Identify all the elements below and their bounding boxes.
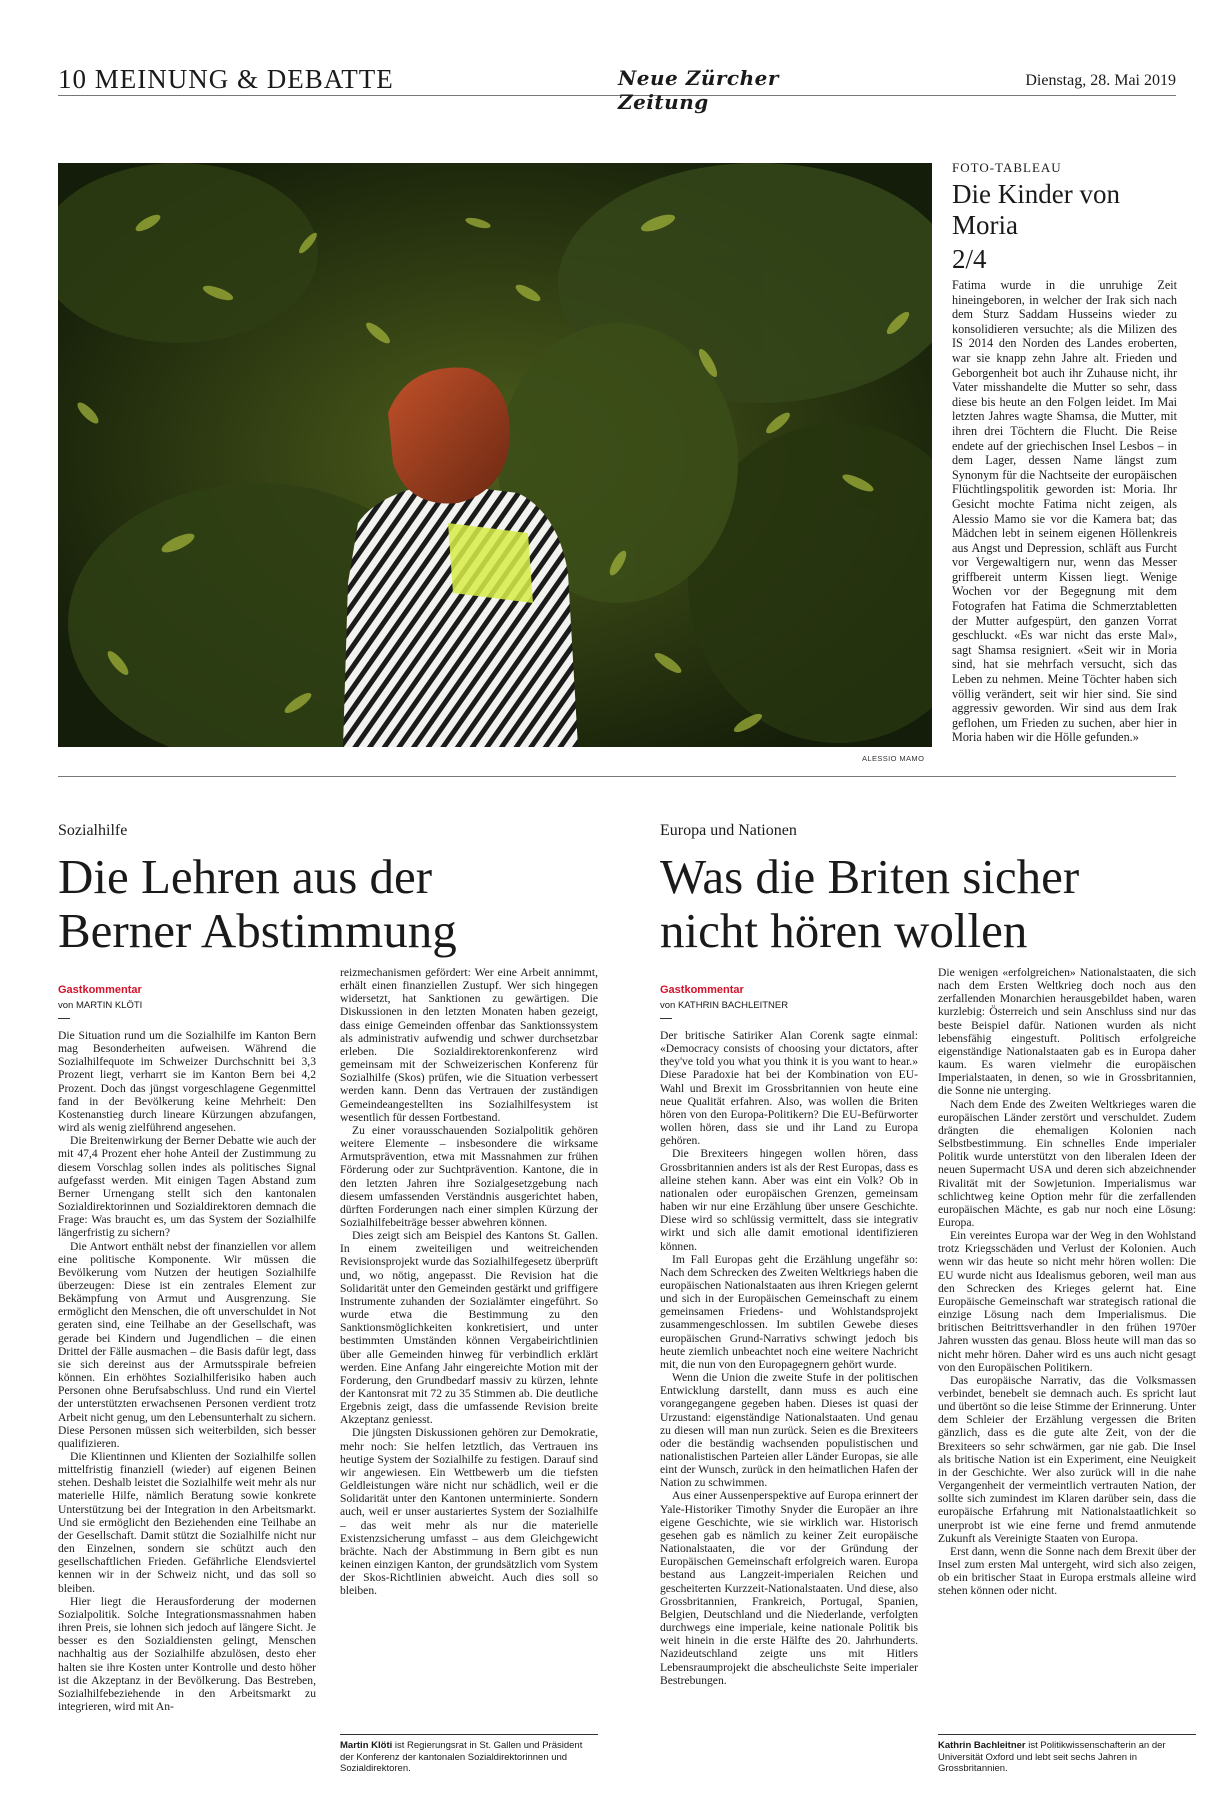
paragraph: Die Situation rund um die Sozialhilfe im Kanton Bern mag Besonderheiten aufweisen. Während die Sozialhilfequote im Schweizer Durchschnitt bei 3,3 Prozent liegt, verharrt sie im Kanton Bern bei 4,2 Prozent. Doch das jüngst vorgeschlagene Gegenmittel fand in der Bevölkerung keine Mehrheit: Den Kostenanstieg durch lineare Kürzungen abzufangen, wird als wenig zielführend angesehen. — [58, 1029, 316, 1135]
paragraph: Die Brexiteers hingegen wollen hören, dass Grossbritannien anders ist als der Rest Europas, dass es alleine stehen kann. Aber was eint ein Volk? Ob in nationalen oder europäischen Grenzen, gemeinsam haben wir nur eine Erzählung über unsere Geschichte. Diese wird so schlüssig vermittelt, dass sie integrativ wirkt und sich alle damit emotional identifizieren können. — [660, 1147, 918, 1253]
gastkommentar-label: Gastkommentar — [58, 984, 142, 996]
paragraph: Die wenigen «erfolgreichen» Nationalstaaten, die sich nach dem Ersten Weltkrieg doch noch aus den zerfallenden Monarchien herausgebildet haben, waren kurzlebig: Österreich und sein Anschluss sind nur das beste Beispiel dafür. Nationen wurden als nicht lebensfähig eingestuft. Politisch erfolgreiche eigenständige Nationalstaaten gab es in Europa daher kaum. Es waren vielmehr die europäischen Imperialstaaten, in denen, so wie in Grossbritannien, die Sonne nie unterging. — [938, 966, 1196, 1098]
paragraph: Nach dem Ende des Zweiten Weltkrieges waren die europäischen Länder zerstört und verschuldet. Zudem drängten die ehemaligen Kolonien nach Selbstbestimmung. Ein schnelles Ende imperialer Politik wurde unterstützt von den liberalen Ideen der neuen Supermacht USA und deren sich abzeichnender Rivalität mit der Sowjetunion. Imperialismus war schlichtweg keine Option mehr für die zerfallenden europäischen Mächte, es gab nur noch eine Lösung: Europa. — [938, 1097, 1196, 1229]
paragraph: Das europäische Narrativ, das die Volksmassen verbindet, benebelt sie demnach auch. Es spricht laut und übertönt so die leise Stimme der Erinnerung. Unter dem Schleier der Erzählung vergessen die Briten gänzlich, dass es die gute alte Zeit, von der die Brexiteers so sehr schwärmen, gar nie gab. Die Insel als britische Nation ist ein Experiment, eine Neuigkeit in der Geschichte. Wer also zurück will in die nahe Vergangenheit der vermeintlich vertrauten Nation, der sollte sich zumindest im Klaren darüber sein, dass die europäische Erfahrung mit Nationalstaatlichkeit so unerprobt ist wie eine ferne und fremd anmutende Zukunft als Vereinigte Staaten von Europa. — [938, 1373, 1196, 1545]
paragraph: Die Breitenwirkung der Berner Debatte wie auch der mit 47,4 Prozent eher hohe Anteil der Zustimmung zu diesem Vorschlag sollen indes als politisches Signal aufgefasst werden. Mit einigen Tagen Abstand zum Berner Urnengang stellt sich den kantonalen Sozialdirektorinnen und Sozialdirektoren demnach die Frage: Was braucht es, um das System der Sozialhilfe längerfristig zu sichern? — [58, 1134, 316, 1240]
article-europa — [660, 822, 1200, 1011]
photo-tableau — [952, 160, 1177, 745]
article-dept: Europa und Nationen — [660, 822, 797, 839]
article-sozialhilfe — [58, 822, 598, 1011]
bio-text: ist Regierungsrat in St. Gallen und Präsident der Konferenz der kantonalen Sozialdirektorinnen und Sozialdirektoren. — [340, 1740, 583, 1774]
article-column — [938, 966, 1196, 1598]
headline-line: Die Lehren aus der — [58, 849, 433, 904]
issue-date: Dienstag, 28. Mai 2019 — [1025, 72, 1176, 89]
paragraph: Hier liegt die Herausforderung der modernen Sozialpolitik. Solche Integrationsmassnahmen haben ihren Preis, sie lohnen sich jedoch auf längere Sicht. Je besser es den Sozialdiensten gelingt, Menschen nachhaltig aus der Sozialhilfe abzulösen, desto eher halten sie ihre Kosten unter Kontrolle und desto höher ist die Akzeptanz in der Bevölkerung. Das Bestreben, Sozialhilfebeziehende in den Arbeitsmarkt zu integrieren, wird mit An- — [58, 1594, 316, 1713]
newspaper-logo: Neue Zürcher Zeitung — [618, 66, 779, 114]
paragraph: Die jüngsten Diskussionen gehören zur Demokratie, mehr noch: Sie helfen letztlich, das Vertrauen ins heutige System der Sozialhilfe zu festigen. Darauf sind wir angewiesen. Ein Wettbewerb um die tiefsten Geldleistungen wäre nicht nur schädlich, weil er die Solidarität unter den Kantonen unterminierte. Sondern auch, weil er unser austariertes System der Sozialhilfe – das weit mehr als nur die materielle Existenzsicherung umfasst – aus dem Gleichgewicht brächte. Nach der Abstimmung in Bern gibt es nun keinen einzigen Kanton, der grundsätzlich vom System der Skos-Richtlinien abweicht. Auch dies soll so bleiben. — [340, 1426, 598, 1598]
byline-dash — [58, 1018, 70, 1019]
section-name: MEINUNG & DEBATTE — [94, 64, 394, 94]
bio-name: Kathrin Bachleitner — [938, 1740, 1026, 1751]
tableau-title: Die Kinder von Moria — [952, 179, 1120, 240]
headline-line: nicht hören wollen — [660, 903, 1028, 958]
paragraph: Erst dann, wenn die Sonne nach dem Brexit über der Insel zum ersten Mal untergeht, wird sich also zeigen, ob ein britischer Staat in Europa erstmals alleine wird stehen können oder nicht. — [938, 1544, 1196, 1598]
byline-dash — [660, 1018, 672, 1019]
paragraph: Im Fall Europas geht die Erzählung ungefähr so: Nach dem Schrecken des Zweiten Weltkriegs haben die europäischen Nationalstaaten aus ihren Kriegen gelernt und sich in der Europäischen Gemeinschaft zu einem gemeinsamen Friedens- und Wohlstandsprojekt zusammengeschlossen. Im subtilen Gewebe dieses europäischen Grund-Narrativs schwingt jedoch bis heute ziemlich unbeachtet noch eine weitere Nachricht mit, die nun von den Europagegnern gehört wurde. — [660, 1252, 919, 1371]
paragraph: Dies zeigt sich am Beispiel des Kantons St. Gallen. In einem zweiteiligen und weitreichenden Revisionsprojekt wurde das Sozialhilfegesetz überprüft und, wo nötig, angepasst. Die Revision hat die Solidarität unter den Gemeinden gestärkt und griffigere Instrumente zuhanden der Sozialämter eingeführt. So wurde etwa die Bestimmung zu den Sanktionsmöglichkeiten konkretisiert, und unter bestimmten Umständen können Vergabeirichtlinien über alle Gemeinden hinweg für verbindlich erklärt werden. Eine Anfang Jahr eingereichte Motion mit der Forderung, den Grundbedarf massiv zu kürzen, lehnte der Kantonsrat mit 72 zu 35 Stimmen ab. Die deutliche Ergebnis zeigt, dass die umfassende Revision breite Akzeptanz geniesst. — [340, 1229, 598, 1427]
article-headline — [58, 850, 598, 958]
tableau-kicker: FOTO-TABLEAU — [952, 160, 1062, 175]
gastkommentar-label: Gastkommentar — [660, 984, 744, 996]
author-bio — [938, 1734, 1196, 1775]
bio-text: ist Politikwissenschafterin an der Universität Oxford und lebt seit sechs Jahren in Grossbritannien. — [938, 1740, 1166, 1774]
paragraph: reizmechanismen gefördert: Wer eine Arbeit annimmt, erhält einen finanziellen Zustupf. Wer sich hingegen widersetzt, hat Sanktionen zu gewärtigen. Die Diskussionen in den letzten Monaten haben gezeigt, dass einige Gemeinden offenbar das Sanktionssystem als administrativ aufwendig und schwer durchsetzbar erleben. Die Sozialdirektorenkonferenz wird gemeinsam mit der Schweizerischen Konferenz für Sozialhilfe (Skos) prüfen, wie die Situation verbessert werden kann. Denn das Vertrauen der zuständigen Gemeindeangestellten ins Sozialhilfesystem ist wesentlich für dessen Fortbestand. — [340, 966, 598, 1124]
author-bio — [340, 1734, 598, 1775]
paragraph: Die Klientinnen und Klienten der Sozialhilfe sollen mittelfristig finanziell (wieder) auf eigenen Beinen stehen. Deshalb leistet die Sozialhilfe weit mehr als nur materielle Hilfe, nämlich Beratung sowie konkrete Unterstützung bei der Integration in den Arbeitsmarkt. Und sie ermöglicht den Beziehenden eine Teilhabe an der Gesellschaft. Damit stützt die Sozialhilfe nicht nur den Einzelnen, sondern sie schützt auch den gesellschaftlichen Frieden. Gefährliche Elendsviertel kennen wir in der Schweiz nicht, und das soll so bleiben. — [58, 1450, 316, 1595]
article-headline — [660, 850, 1200, 958]
article-column — [340, 966, 598, 1598]
paragraph: Die Antwort enthält nebst der finanziellen vor allem eine politische Komponente. Wir müssen die Bevölkerung vom Nutzen der heutigen Sozialhilfe überzeugen: Diese ist ein zentrales Element zur Bekämpfung von Armut und Ausgrenzung. Sie ermöglicht den Menschen, die oft unverschuldet in Not geraten sind, eine Teilhabe an der Gesellschaft, was gerade bei Kindern und Jugendlichen – die einen Drittel der Fälle ausmachen – die Basis dafür legt, dass sie sich dereinst aus der Armutsspirale befreien können. Ein erhöhtes Sozialhilferisiko haben auch Personen ohne Berufsabschluss. Und rund ein Viertel der unterstützten erwachsenen Personen verdient trotz Arbeit nicht genug, um den Lebensunterhalt zu sichern. Diese Personen müssen sich weiterbilden, sich besser qualifizieren. — [58, 1239, 316, 1450]
masthead — [58, 60, 1176, 114]
paragraph: Zu einer vorausschauenden Sozialpolitik gehören weitere Elemente – insbesondere die wirksame Armutsprävention, etwa mit Massnahmen zur frühen Förderung oder zur Suchtprävention. Kantone, die in den letzten Jahren ihre Sozialgesetzgebung nach diesem umfassenden Verständnis ausgerichtet haben, dürften Forderungen nach einer simplen Kürzung der Sozialhilfebeiträge besser abwehren können. — [340, 1123, 598, 1229]
section-header — [58, 64, 394, 95]
section-divider — [58, 776, 1176, 777]
paragraph: Wenn die Union die zweite Stufe in der politischen Entwicklung darstellt, dann muss es auch eine vorangegangene gegeben haben. Dieses ist quasi der Urzustand: eigenständige Nationalstaaten. Und genau zu diesen will man nun zurück. Seien es die Brexiteers oder die beständig wachsenden populistischen und nationalistischen Parteien aller Länder Europas, sie alle eint der Wunsch, zurück in den heimatlichen Hafen der Nation zu schwimmen. — [660, 1371, 918, 1490]
article-column — [660, 1029, 918, 1687]
tableau-part: 2/4 — [952, 244, 987, 274]
article-column — [58, 1029, 316, 1713]
headline-line: Berner Abstimmung — [58, 903, 457, 958]
article-dept: Sozialhilfe — [58, 822, 128, 839]
author-byline: von KATHRIN BACHLEITNER — [660, 1000, 789, 1011]
headline-line: Was die Briten sicher — [660, 849, 1080, 904]
tableau-caption: Fatima wurde in die unruhige Zeit hineingeboren, in welcher der Irak sich nach dem Sturz Saddam Husseins wieder zu konsolidieren versuchte; als die Milizen des IS 2014 den Norden des Landes eroberten, war sie knapp zehn Jahre alt. Frieden und Geborgenheit bot auch ihr Zuhause nicht, ihr Vater misshandelte die Mutter so sehr, dass diese bis heute an den Folgen leidet. Im Mai letzten Jahres wagte Shamsa, die Mutter, mit ihren drei Töchtern die Flucht. Die Reise endete auf der griechischen Insel Lesbos – in dem Lager, dessen Name längst zum Synonym für die Nachtseite der europäischen Flüchtlingspolitik geworden ist: Moria. Ihr Gesicht mochte Fatima nicht zeigen, als Alessio Mamo sie vor die Kamera bat; das Mädchen lebt in seinem eigenen Höllenkreis aus Angst und Depression, schläft aus Furcht vor Vergewaltigern nur, wenn das Messer griffbereit unterm Kissen liegt. Wenige Wochen vor der Begegnung mit dem Fotografen hat Fatima die Schmerztabletten der Mutter aufgespürt, den ganzen Vorrat geschluckt. «Es war nicht das erste Mal», sagt Shamsa resigniert. «Seit wir in Moria sind, hat sie mehrfach versucht, sich das Leben zu nehmen. Meine Töchter haben sich völlig verändert, seit wir hier sind. Sie sind aggressiv geworden. Wir sind aus dem Irak geflohen, um Frieden zu suchen, aber hier in Moria haben wir die Hölle gefunden.» — [952, 278, 1177, 745]
paragraph: Aus einer Aussenperspektive auf Europa erinnert der Yale-Historiker Timothy Snyder die Europäer an ihre eigene Geschichte, wie sie wirklich war. Historisch gesehen gab es nämlich zu keiner Zeit europäische Nationalstaaten, die vor der Gründung der Europäischen Gemeinschaft erfolgreich waren. Europa bestand aus Langzeit-imperialen Reichen und gescheiterten Kurzzeit-Nationalstaaten. Und diese, also Grossbritannien, Frankreich, Portugal, Spanien, Belgien, Deutschland und die Niederlande, verfolgten durchwegs eine imperiale, keine nationale Politik bis weit hinein in die erste Hälfte des 20. Jahrhunderts. Nazideutschland zeigte uns mit Hitlers Lebensraumprojekt die abscheulichste Seite imperialer Bestrebungen. — [660, 1489, 918, 1687]
author-byline: von MARTIN KLÖTI — [58, 1000, 143, 1011]
paragraph: Ein vereintes Europa war der Weg in den Wohlstand trotz Kriegsschäden und Verlust der Kolonien. Auch wenn wir das heute so nicht mehr hören wollen: Die EU wurde nicht aus Idealismus geboren, weil man aus den Schrecken des Krieges gelernt hat. Eine Europäische Gemeinschaft war strategisch rational die einzige Lösung nach dem Imperialismus. Die britischen Beitrittsverhandler in den frühen 1970er Jahren wussten das genau. Bloss heute will man das so nicht mehr hören. Daher wird es uns auch nicht gesagt von den Europäischen Politikern. — [938, 1229, 1196, 1374]
paragraph: Der britische Satiriker Alan Corenk sagte einmal: «Democracy consists of choosing your dictators, after they've told you what you think it is you want to hear.» Diese Paradoxie hat bei der Kombination von EU-Wahl und Brexit im Grossbritannien von heute eine neue Qualität erfahren. Also, was wollen die Briten hören von den Europa-Politikern? Die EU-Befürworter wollen hören, dass sie und ihr Land zu Europa gehören. — [660, 1029, 918, 1148]
bio-name: Martin Klöti — [340, 1740, 393, 1751]
photo-credit: ALESSIO MAMO — [862, 754, 925, 763]
foliage-portrait-photo — [58, 163, 932, 747]
page-number: 10 — [58, 64, 87, 94]
